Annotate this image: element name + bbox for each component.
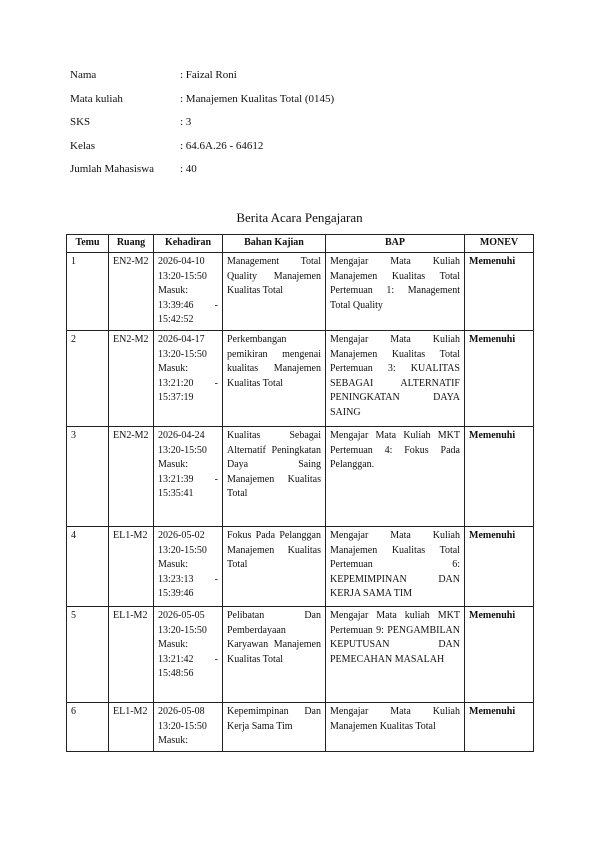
header-bap: BAP: [326, 235, 465, 253]
monev-value: Memenuhi: [469, 610, 516, 621]
masuk-label: Masuk:: [158, 459, 188, 470]
cell-bap: [326, 607, 465, 703]
info-row: [70, 115, 334, 139]
cell-bahan-kajian: [223, 703, 326, 752]
temu-value: 4: [71, 530, 76, 541]
bap-value: Mengajar Mata kuliah MKT Pertemuan 9: PENGAMBILAN KEPUTUSAN DAN PEMECAHAN MASALAH: [330, 610, 460, 665]
cell-monev: [465, 527, 534, 607]
cell-bap: [326, 527, 465, 607]
ruang-value: EL1-M2: [113, 706, 148, 717]
ruang-value: EN2-M2: [113, 334, 149, 345]
table-header-row: [67, 235, 534, 253]
masuk-label: Masuk:: [158, 559, 188, 570]
info-value: : 3: [180, 116, 192, 128]
info-row: [70, 139, 334, 163]
cell-temu: [67, 331, 109, 427]
cell-ruang: [109, 427, 154, 527]
cell-ruang: [109, 607, 154, 703]
temu-value: 5: [71, 610, 76, 621]
info-value: : 64.6A.26 - 64612: [180, 139, 264, 152]
cell-kehadiran: [154, 527, 223, 607]
jam-value: 13:20-15:50: [158, 624, 207, 636]
cell-kehadiran: [154, 427, 223, 527]
bap-value: Mengajar Mata Kuliah Manajemen Kualitas Total Pertemuan 3: KUALITAS SEBAGAI ALTERNATIF PENINGKATAN DAYA SAING: [330, 334, 460, 418]
cell-monev: [465, 253, 534, 331]
cell-monev: [465, 703, 534, 752]
info-value: : Manajemen Kualitas Total (0145): [180, 92, 335, 105]
info-label: SKS: [70, 116, 91, 128]
cell-monev: [465, 427, 534, 527]
header-kehadiran: Kehadiran: [154, 235, 223, 253]
cell-bahan-kajian: [223, 527, 326, 607]
tanggal-value: 2026-05-08: [158, 706, 205, 717]
table-row: [67, 253, 534, 331]
ruang-value: EN2-M2: [113, 430, 149, 441]
info-row: [70, 68, 334, 92]
cell-kehadiran: [154, 703, 223, 752]
cell-ruang: [109, 703, 154, 752]
temu-value: 3: [71, 430, 76, 441]
temu-value: 6: [71, 706, 76, 717]
info-row: [70, 162, 334, 186]
info-value: : 40: [180, 163, 197, 175]
ruang-value: EL1-M2: [113, 530, 148, 541]
tanggal-value: 2026-04-24: [158, 430, 205, 441]
table-row: [67, 607, 534, 703]
jam-value: 13:20-15:50: [158, 348, 207, 360]
bahan-kajian-value: Perkembangan pemikiran mengenai kualitas Manajemen Kualitas Total: [227, 334, 321, 389]
monev-value: Memenuhi: [469, 256, 516, 267]
info-label: Kelas: [70, 139, 96, 152]
jam-value: 13:20-15:50: [158, 720, 207, 732]
info-label: Jumlah Mahasiswa: [70, 163, 155, 175]
cell-ruang: [109, 527, 154, 607]
cell-bap: [326, 427, 465, 527]
table-row: [67, 331, 534, 427]
masuk-label: Masuk:: [158, 735, 188, 746]
cell-bahan-kajian: [223, 253, 326, 331]
cell-temu: [67, 427, 109, 527]
cell-ruang: [109, 253, 154, 331]
tanggal-value: 2026-04-17: [158, 334, 205, 345]
temu-value: 1: [71, 256, 76, 267]
bahan-kajian-value: Kualitas Sebagai Alternatif Peningkatan Daya Saing Manajemen Kualitas Total: [227, 430, 321, 499]
cell-bahan-kajian: [223, 427, 326, 527]
cell-temu: [67, 607, 109, 703]
monev-value: Memenuhi: [469, 430, 516, 441]
bap-value: Mengajar Mata Kuliah Manajemen Kualitas Total Pertemuan 1: Management Total Quality: [330, 256, 460, 311]
cell-monev: [465, 607, 534, 703]
monev-value: Memenuhi: [469, 334, 516, 345]
jam-value: 13:20-15:50: [158, 444, 207, 456]
info-label: Nama: [70, 69, 97, 81]
masuk-value: 13:21:20 - 15:37:19: [158, 377, 218, 403]
bap-value: Mengajar Mata Kuliah Manajemen Kualitas Total Pertemuan 6: KEPEMIMPINAN DAN KERJA SAMA TIM: [330, 530, 460, 599]
cell-temu: [67, 703, 109, 752]
masuk-label: Masuk:: [158, 363, 188, 374]
table-row: [67, 427, 534, 527]
cell-bap: [326, 253, 465, 331]
cell-bahan-kajian: [223, 607, 326, 703]
info-block: [70, 68, 334, 186]
header-monev: MONEV: [465, 235, 534, 253]
info-label: Mata kuliah: [70, 92, 123, 105]
temu-value: 2: [71, 334, 76, 345]
bahan-kajian-value: Management Total Quality Manajemen Kualitas Total: [227, 256, 321, 296]
bahan-kajian-value: Pelibatan Dan Pemberdayaan Karyawan Manajemen Kualitas Total: [227, 610, 321, 665]
tanggal-value: 2026-04-10: [158, 256, 205, 267]
header-ruang: Ruang: [109, 235, 154, 253]
cell-temu: [67, 527, 109, 607]
tanggal-value: 2026-05-02: [158, 530, 205, 541]
masuk-value: 13:39:46 - 15:42:52: [158, 299, 218, 325]
jam-value: 13:20-15:50: [158, 270, 207, 282]
monev-value: Memenuhi: [469, 530, 516, 541]
masuk-label: Masuk:: [158, 285, 188, 296]
masuk-value: 13:23:13 - 15:39:46: [158, 573, 218, 599]
ruang-value: EN2-M2: [113, 256, 149, 267]
bap-value: Mengajar Mata Kuliah Manajemen Kualitas Total: [330, 706, 460, 732]
bahan-kajian-value: Fokus Pada Pelanggan Manajemen Kualitas Total: [227, 530, 321, 570]
cell-kehadiran: [154, 607, 223, 703]
info-row: [70, 92, 334, 116]
monev-value: Memenuhi: [469, 706, 516, 717]
masuk-value: 13:21:42 - 15:48:56: [158, 653, 218, 679]
table-row: [67, 703, 534, 752]
cell-ruang: [109, 331, 154, 427]
cell-kehadiran: [154, 331, 223, 427]
header-temu: Temu: [67, 235, 109, 253]
tanggal-value: 2026-05-05: [158, 610, 205, 621]
ruang-value: EL1-M2: [113, 610, 148, 621]
masuk-label: Masuk:: [158, 639, 188, 650]
cell-bap: [326, 703, 465, 752]
header-bahan-kajian: Bahan Kajian: [223, 235, 326, 253]
document-title: Berita Acara Pengajaran: [236, 210, 363, 225]
jam-value: 13:20-15:50: [158, 544, 207, 556]
cell-monev: [465, 331, 534, 427]
masuk-value: 13:21:39 - 15:35:41: [158, 473, 218, 499]
table-row: [67, 527, 534, 607]
cell-bap: [326, 331, 465, 427]
bap-value: Mengajar Mata Kuliah MKT Pertemuan 4: Fokus Pada Pelanggan.: [330, 430, 460, 470]
bap-table: [66, 234, 534, 752]
cell-kehadiran: [154, 253, 223, 331]
cell-temu: [67, 253, 109, 331]
cell-bahan-kajian: [223, 331, 326, 427]
bahan-kajian-value: Kepemimpinan Dan Kerja Sama Tim: [227, 706, 321, 732]
info-value: : Faizal Roni: [180, 69, 237, 81]
